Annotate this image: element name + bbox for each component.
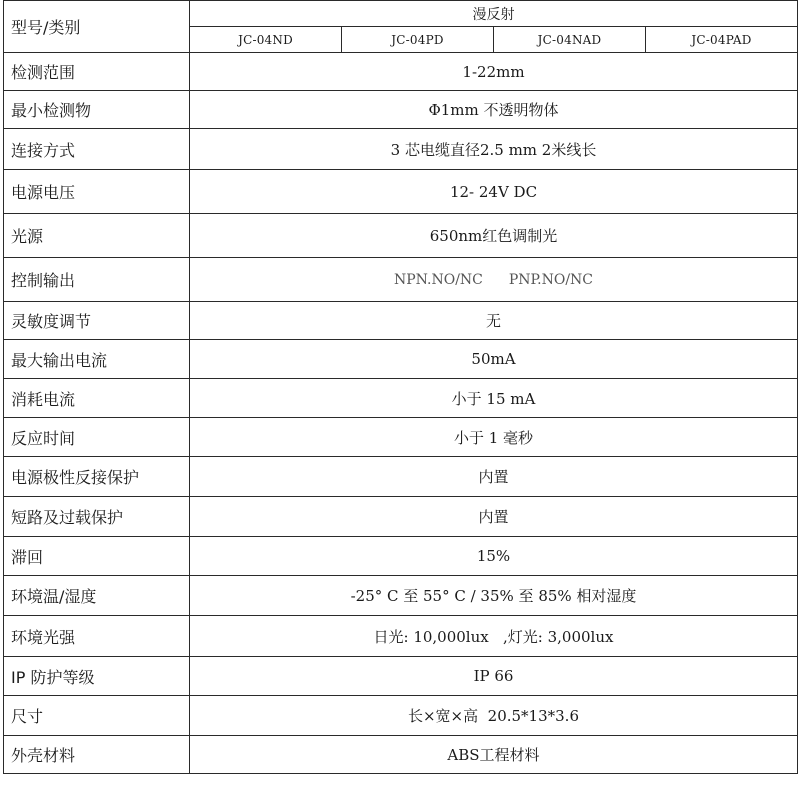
- row-label: 连接方式: [4, 129, 190, 170]
- pnp-output: PNP.NO/NC: [508, 271, 593, 288]
- model-jc-04nd: JC-04ND: [190, 27, 342, 53]
- table-row: [4, 129, 798, 170]
- type-label: 型号/类别: [4, 1, 190, 53]
- row-value: -25° C 至 55° C / 35% 至 85% 相对湿度: [190, 576, 798, 616]
- table-row: [4, 576, 798, 616]
- row-label: 检测范围: [4, 53, 190, 91]
- table-row: [4, 616, 798, 657]
- row-label: 灵敏度调节: [4, 302, 190, 340]
- row-label: 外壳材料: [4, 736, 190, 774]
- control-output-value: [190, 258, 798, 302]
- table-row: [4, 497, 798, 537]
- table-row: [4, 418, 798, 457]
- row-value: 650nm红色调制光: [190, 214, 798, 258]
- row-label: 最大输出电流: [4, 340, 190, 379]
- row-value: 1-22mm: [190, 53, 798, 91]
- model-jc-04nad: JC-04NAD: [494, 27, 646, 53]
- table-row: [4, 457, 798, 497]
- header-row: [4, 1, 798, 27]
- spec-table: [3, 0, 798, 774]
- model-jc-04pd: JC-04PD: [342, 27, 494, 53]
- model-jc-04pad: JC-04PAD: [646, 27, 798, 53]
- row-label: 短路及过载保护: [4, 497, 190, 537]
- row-value: IP 66: [190, 657, 798, 696]
- table-row: [4, 214, 798, 258]
- table-row: [4, 537, 798, 576]
- row-label: 最小检测物: [4, 91, 190, 129]
- row-value: 12- 24V DC: [190, 170, 798, 214]
- table-row: [4, 53, 798, 91]
- row-label: 环境温/湿度: [4, 576, 190, 616]
- category-header: 漫反射: [190, 1, 798, 27]
- row-label: 电源极性反接保护: [4, 457, 190, 497]
- row-value: 小于 1 毫秒: [190, 418, 798, 457]
- table-row: [4, 736, 798, 774]
- table-row: [4, 340, 798, 379]
- row-label: 电源电压: [4, 170, 190, 214]
- row-value: 小于 15 mA: [190, 379, 798, 418]
- row-label: 反应时间: [4, 418, 190, 457]
- row-value: 内置: [190, 457, 798, 497]
- row-value: 长×宽×高 20.5*13*3.6: [190, 696, 798, 736]
- row-value: 日光: 10,000lux ,灯光: 3,000lux: [190, 616, 798, 657]
- row-label: 控制输出: [4, 258, 190, 302]
- row-value: 无: [190, 302, 798, 340]
- table-row: [4, 657, 798, 696]
- table-row: [4, 696, 798, 736]
- row-value: 50mA: [190, 340, 798, 379]
- table-row: [4, 258, 798, 302]
- npn-output: NPN.NO/NC: [394, 271, 483, 288]
- row-label: 消耗电流: [4, 379, 190, 418]
- table-row: [4, 379, 798, 418]
- table-row: [4, 302, 798, 340]
- row-label: IP 防护等级: [4, 657, 190, 696]
- row-value: 3 芯电缆直径2.5 mm 2米线长: [190, 129, 798, 170]
- row-value: ABS工程材料: [190, 736, 798, 774]
- row-label: 尺寸: [4, 696, 190, 736]
- row-label: 光源: [4, 214, 190, 258]
- row-value: Φ1mm 不透明物体: [190, 91, 798, 129]
- table-row: [4, 170, 798, 214]
- row-label: 滞回: [4, 537, 190, 576]
- row-value: 15%: [190, 537, 798, 576]
- row-label: 环境光强: [4, 616, 190, 657]
- row-value: 内置: [190, 497, 798, 537]
- table-row: [4, 91, 798, 129]
